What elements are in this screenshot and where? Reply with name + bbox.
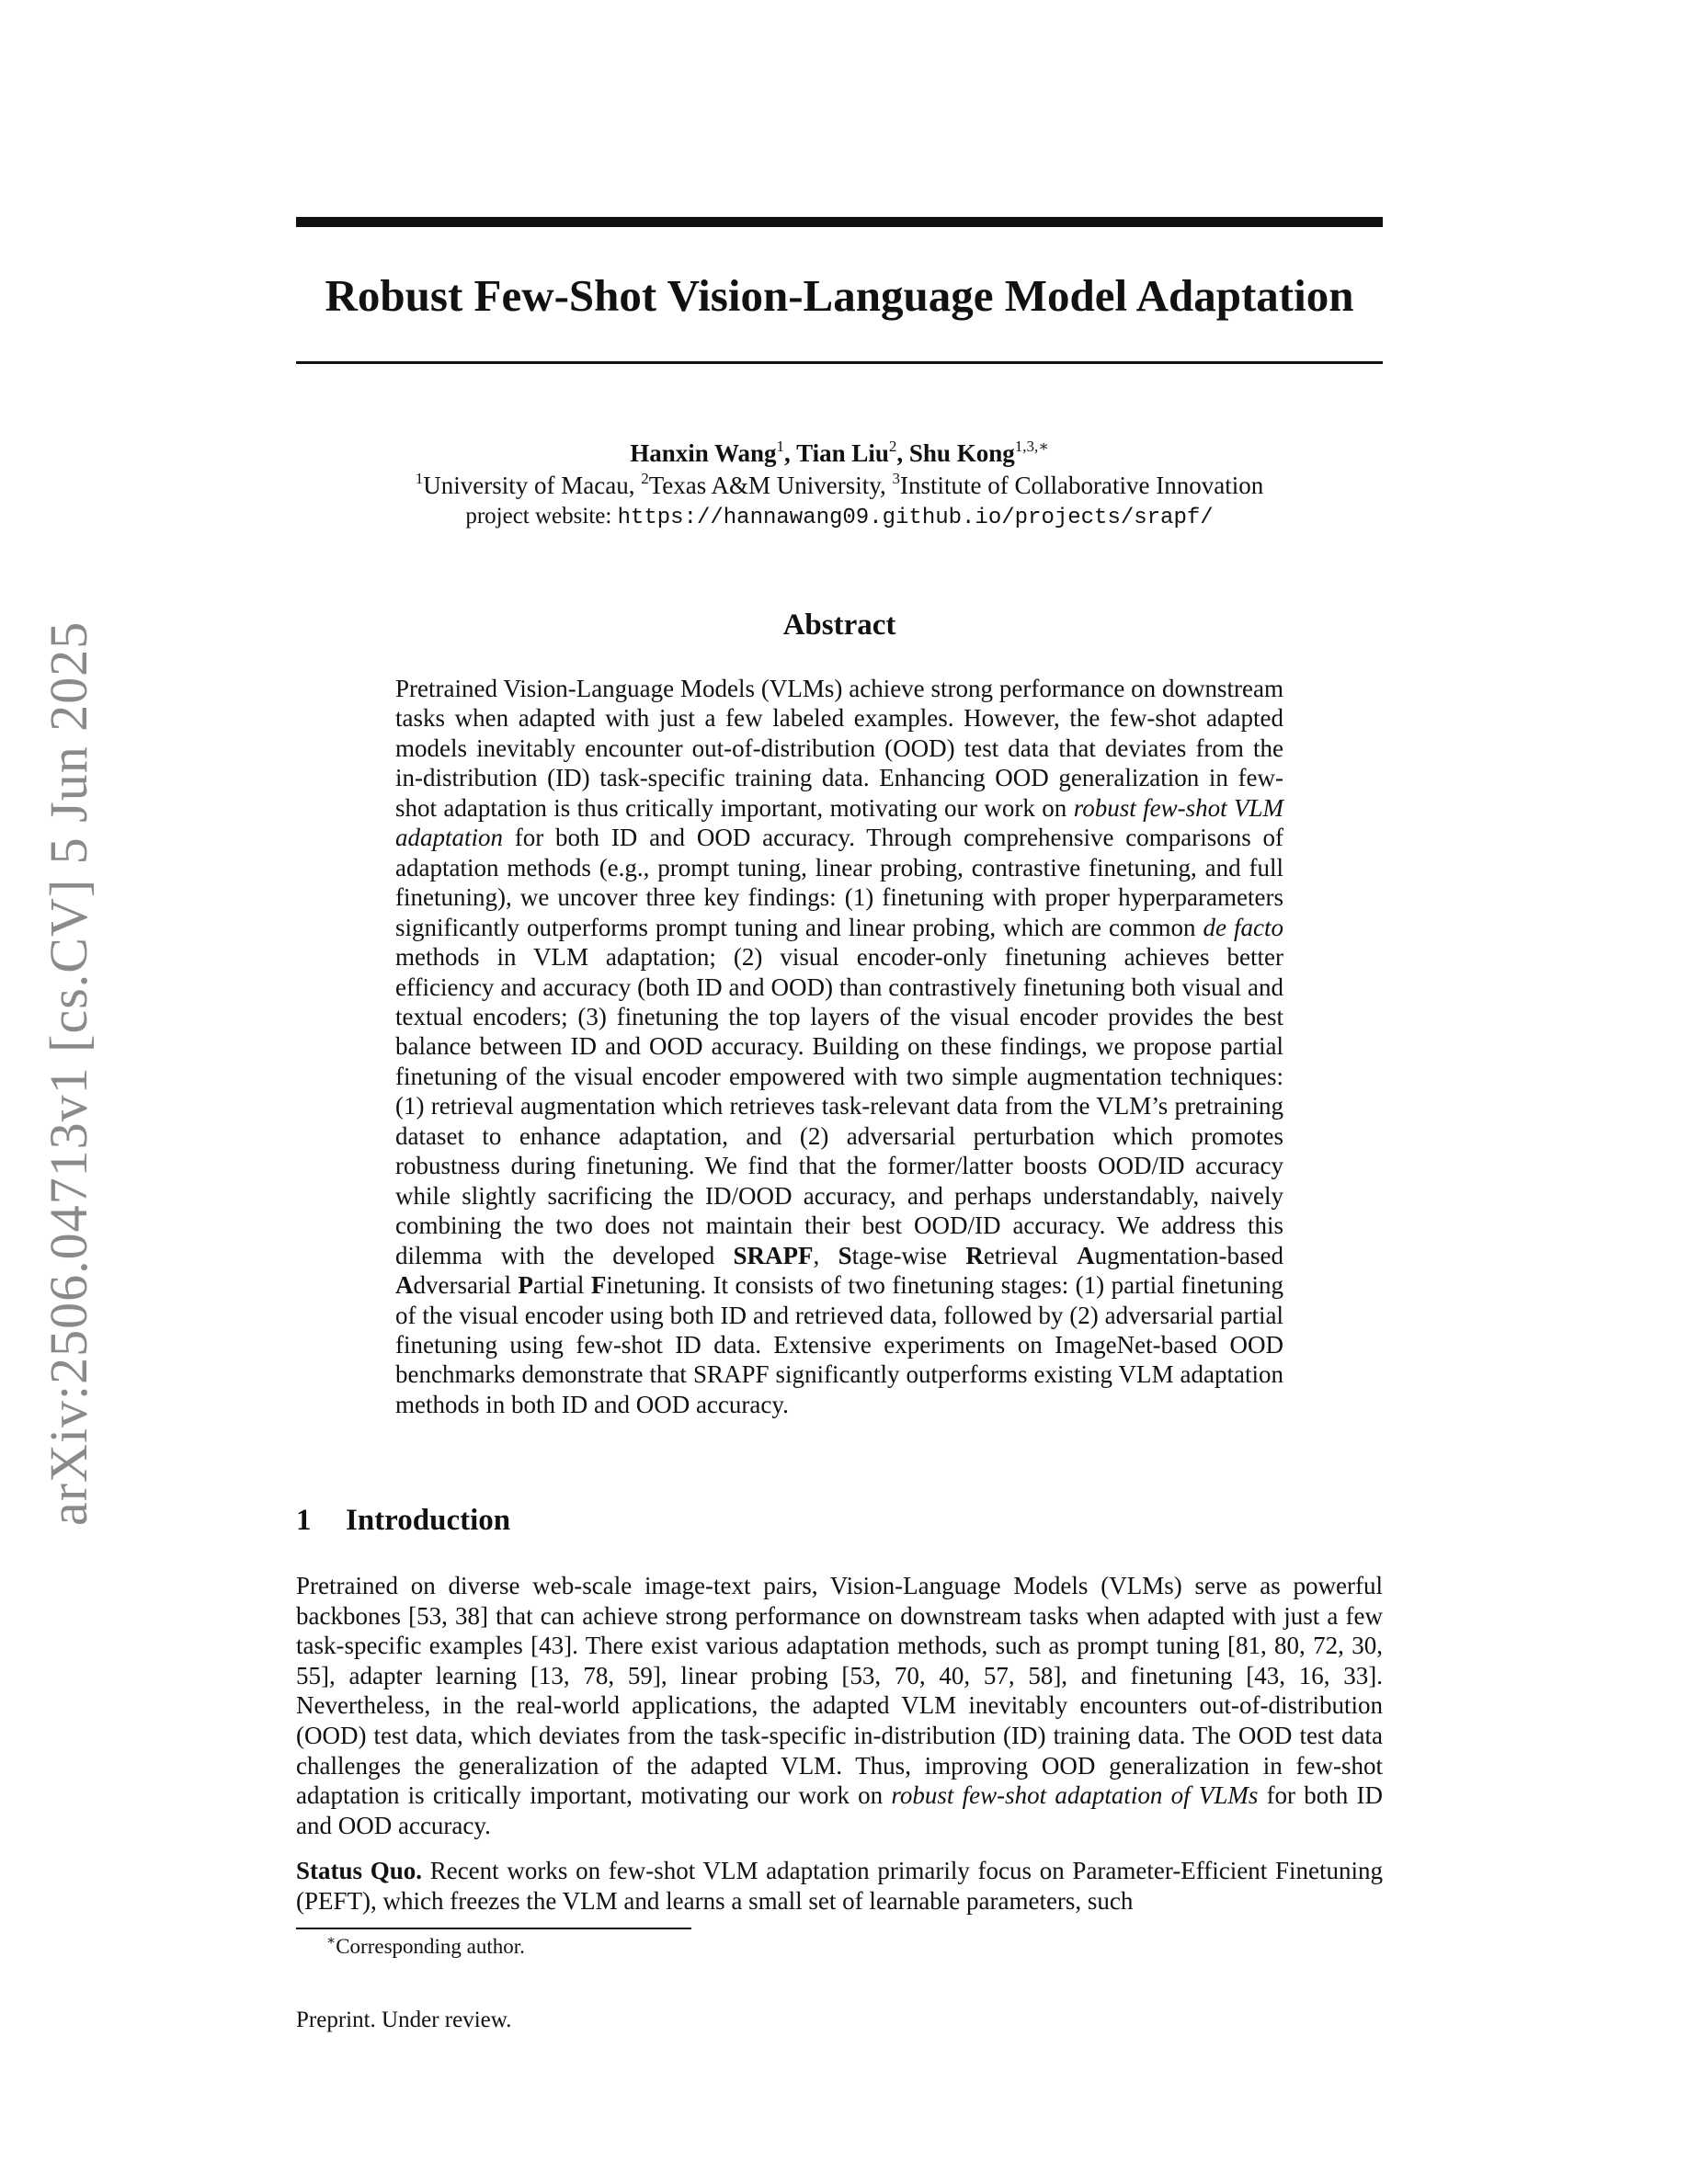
title-top-rule [296,217,1383,227]
acronym-letter: A [395,1271,414,1300]
acronym-letter: P [518,1271,533,1300]
author-name: Hanxin Wang [630,439,777,467]
abstract-heading: Abstract [782,609,896,642]
project-website [296,501,1383,534]
author-affiliation-mark: 2 [888,437,897,455]
abstract-sentence: Pretrained Vision-Language Models (VLMs) achieve strong performance on downstream tasks when adapted with just a few labeled examples. However, the few-shot adapted models inevitably encounter out-of-distribution (OOD) test data that deviates from the in-distribution (ID) task-specific training data. Enhancing OOD generalization in few-shot adaptation is thus critically important, motivating our work on [395,675,1283,822]
introduction-heading [296,1500,1383,1541]
section-number: 1 [296,1504,312,1537]
acronym-word: inetuning [606,1271,701,1300]
acronym-word: tage-wise [851,1241,966,1269]
abstract-text: Pretrained Vision-Language Models (VLMs) achieve strong performance on downstream tasks when adapted with just a few labeled examples. However, the few-shot adapted models inevitably encounter out-of-distribution (OOD) test data that deviates from the in-distribution (ID) task-specific training data. Enhancing OOD generalization in few-shot adaptation is thus critically important, motivating our work on robust few-shot VLM adaptation for both ID and OOD accuracy. Through comprehensive comparisons of adaptation methods (e.g., prompt tuning, linear probing, contrastive finetuning, and full finetuning), we uncover three key findings: (1) finetuning with proper hyperparameters significantly outperforms prompt tuning and linear probing, which are common de facto methods in VLM adaptation; (2) visual encoder-only finetuning achieves better efficiency and accuracy (both ID and OOD) than contrastively finetuning both visual and textual encoders; (3) finetuning the top layers of the visual encoder provides the best balance between ID and OOD accuracy. Building on these findings, we propose partial finetuning of the visual encoder empowered with two simple augmentation techniques: (1) retrieval augmentation which retrieves task-relevant data from the VLM’s pretraining dataset to enhance adaptation, and (2) adversarial perturbation which promotes robustness during finetuning. We find that the former/latter boosts OOD/ID accuracy while slightly sacrificing the ID/OOD accuracy, and perhaps understandably, naively combining the two does not maintain their best OOD/ID accuracy. We address this dilemma with the developed SRAPF, Stage-wise Retrieval Augmentation-based Adversarial Partial Finetuning. It consists of two finetuning stages: (1) partial finetuning of the visual encoder using both ID and retrieved data, followed by (2) adversarial partial finetuning using few-shot ID data. Extensive experiments on ImageNet-based OOD benchmarks demonstrate that SRAPF significantly outperforms existing VLM adaptation methods in both ID and OOD accuracy. [395,675,1284,1418]
footnote-text: Corresponding author. [336,1935,525,1958]
acronym-letter: R [965,1241,984,1269]
abstract-emphasis: de facto [1203,913,1283,941]
affiliation-name: Texas A&M University [648,472,881,499]
footnote-mark: ∗ [326,1933,336,1949]
acronym-word: dversarial [413,1271,519,1300]
paper-title: Robust Few-Shot Vision-Language Model Adaptation [325,270,1354,321]
paragraph-text: for both ID and OOD accuracy. [296,1781,1383,1839]
introduction-paragraph [296,1571,1383,1840]
abstract-sentence: methods in VLM adaptation; (2) visual encoder-only finetuning achieves better efficiency and accuracy (both ID and OOD) than contrastively finetuning both visual and textual encoders; (3) finetuning the top layers of the visual encoder provides the best balance between ID and OOD accuracy. Building on these findings, we propose partial finetuning of the visual encoder empowered with two simple augmentation techniques: (1) retrieval augmentation which retrieves task-relevant data from the VLM’s pretraining dataset to enhance adaptation, and (2) adversarial perturbation which promotes robustness during finetuning. We find that the former/latter boosts OOD/ID accuracy while slightly sacrificing the ID/OOD accuracy, and perhaps understandably, naively combining the two does not maintain their best OOD/ID accuracy. We address this dilemma with the developed [395,943,1283,1269]
author-name: Tian Liu [796,439,889,467]
author-list: Hanxin Wang$^1$, Tian Liu$^2$, Shu Kong$^{1,3,∗}$ [630,437,1049,467]
acronym-word: etrieval [983,1241,1078,1269]
abstract-emphasis: robust few-shot VLM adaptation [395,793,1284,852]
footnote [326,1933,525,1961]
abstract-sentence: . It consists of two finetuning stages: (1) partial finetuning of the visual encoder using both ID and retrieved data, followed by (2) adversarial partial finetuning using few-shot ID data. Extensive experiments on ImageNet-based OOD benchmarks demonstrate that SRAPF significantly outperforms existing VLM adaptation methods in both ID and OOD accuracy. [395,1271,1284,1418]
website-label: project website: [465,504,612,529]
preprint-note: Preprint. Under review. [296,2008,512,2032]
paragraph-emphasis: robust few-shot adaptation of VLMs [891,1781,1259,1810]
affiliation-name: Institute of Collaborative Innovation [900,472,1264,499]
acronym-letter: A [1077,1241,1095,1269]
arxiv-identifier: arXiv:2506.04713v1 [cs.CV] 5 Jun 2025 [39,620,98,1526]
section-title: Introduction [346,1504,511,1537]
acronym-letter: S [838,1241,852,1269]
paragraph-text: Pretrained on diverse web-scale image-text pairs, Vision-Language Models (VLMs) serve as powerful backbones [53, 38] that can achieve strong performance on downstream tasks when adapted with just a few task-specific examples [43]. There exist various adaptation methods, such as prompt tuning [81, 80, 72, 30, 55], adapter learning [13, 78, 59], linear probing [53, 70, 40, 57, 58], and finetuning [43, 16, 33]. Nevertheless, in the real-world applications, the adapted VLM inevitably encounters out-of-distribution (OOD) test data, which deviates from the task-specific in-distribution (ID) training data. The OOD test data challenges the generalization of the adapted VLM. Thus, improving OOD generalization in few-shot adaptation is critically important, motivating our work on [296,1572,1383,1810]
acronym-word: artial [532,1271,591,1300]
footnote-rule [296,1928,691,1929]
acronym-word: ugmentation-based [1094,1241,1284,1269]
website-link[interactable]: https://hannawang09.github.io/projects/srapf/ [617,506,1214,530]
affiliation-mark: 3 [892,469,901,487]
paragraph-text: Recent works on few-shot VLM adaptation primarily focus on Parameter-Efficient Finetuning (PEFT), which freezes the VLM and learns a small set of learnable parameters, such [296,1857,1383,1915]
title-bottom-rule [296,361,1383,364]
affiliation-list: $^1$University of Macau, $^2$Texas A&M University, $^3$Institute of Collaborative Innovation [415,469,1264,499]
abstract-sentence: for both ID and OOD accuracy. Through comprehensive comparisons of adaptation methods (e.g., prompt tuning, linear probing, contrastive finetuning, and full finetuning), we uncover three key findings: (1) finetuning with proper hyperparameters significantly outperforms prompt tuning and linear probing, which are common [395,824,1283,941]
affiliation-mark: 1 [415,469,424,487]
paragraph-lead: Status Quo. [296,1857,422,1884]
author-affiliation-mark: 1 [776,437,785,455]
affiliation-mark: 2 [641,469,649,487]
author-name: Shu Kong [908,439,1015,467]
author-affiliation-mark: 1,3,∗ [1014,437,1049,455]
affiliation-name: University of Macau [423,472,629,499]
acronym-letter: F [590,1271,607,1300]
method-acronym: SRAPF [733,1241,814,1269]
status-quo-paragraph [296,1856,1383,1916]
